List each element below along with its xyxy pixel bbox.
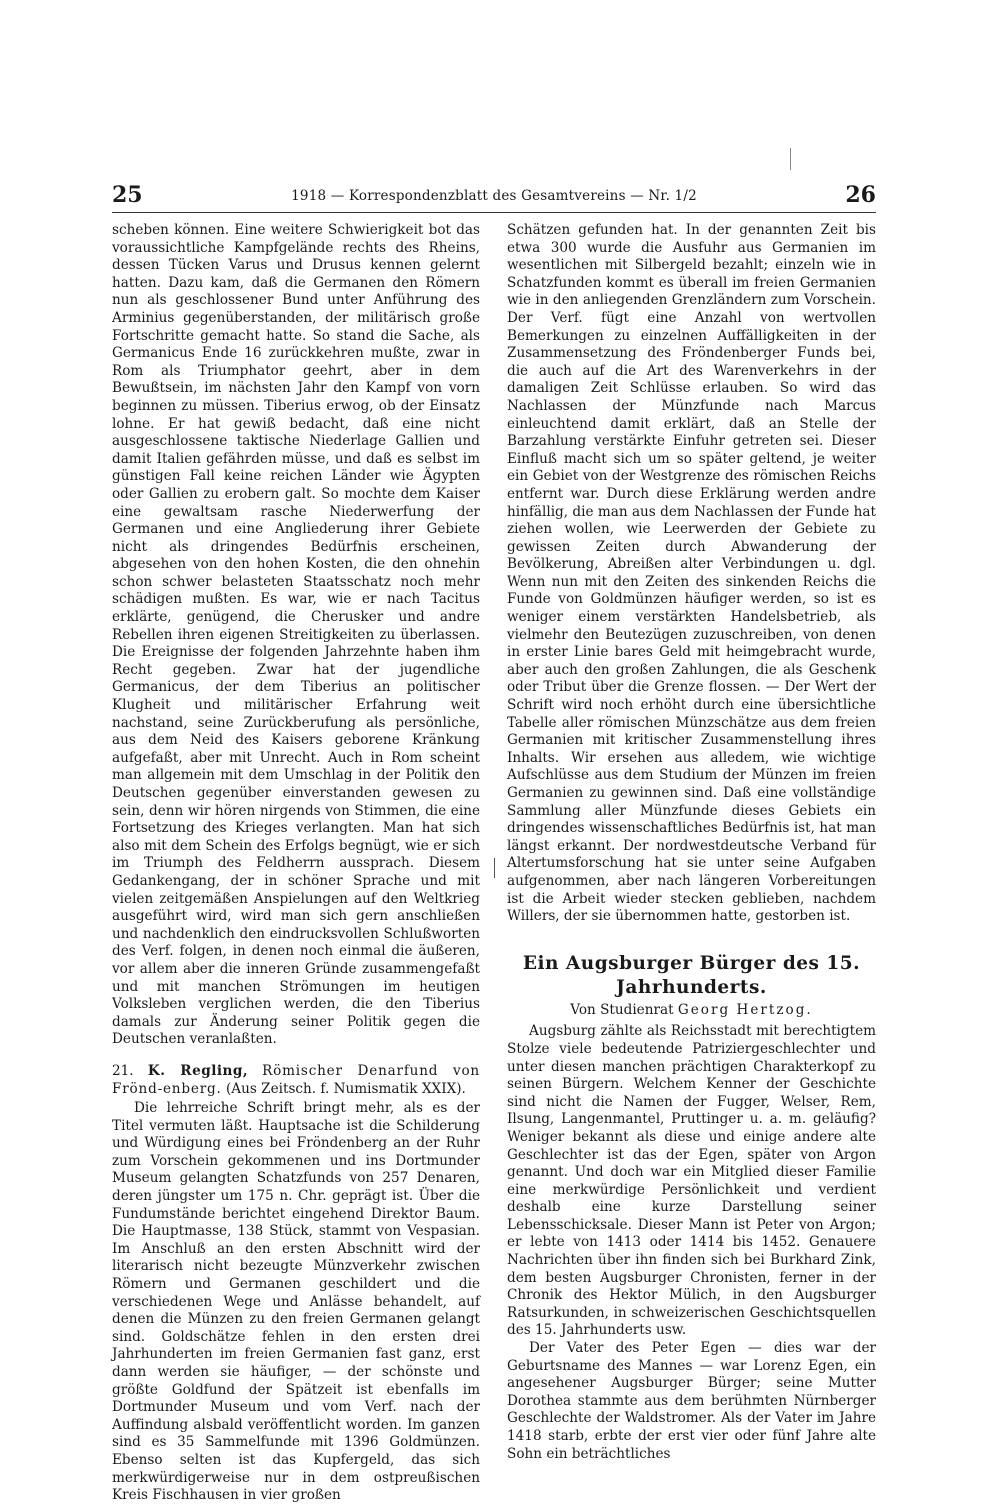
left-paragraph-1: scheben können. Eine weitere Schwierigkeit bot das voraussichtliche Kampfgelände rechts des Rheins, dessen Tücken Varus und Drusus kennen gelernt hatten. Dazu kam, daß die Germanen den Römern nun als geschlossener Bund unter Anführung des Arminius gegenüberstanden, der militärisch große Fortschritte gemacht hatte. So stand die Sache, als Germanicus Ende 16 zurückkehren mußte, zwar in Rom als Triumphator geehrt, aber in dem Bewußtsein, im nächsten Jahr den Kampf von vorn beginnen zu müssen. Tiberius erwog, ob der Einsatz lohne. Er hat gewiß bedacht, daß eine nicht ausgeschlossene taktische Niederlage Gallien und damit Italien gefährden müsse, und daß es selbst im günstigen Fall keine reichen Länder wie Ägypten oder Gallien zu erobern galt. So mochte dem Kaiser eine gewaltsam rasche Niederwerfung der Germanen und eine Angliederung ihrer Gebiete nicht als dringendes Bedürfnis erscheinen, abgesehen von den hohen Kosten, die den ohnehin schon schwer belasteten Staatsschatz noch mehr schädigen mußten. Es war, wie er nach Tacitus erklärte, genügend, die Cherusker und andre Rebellen ihren eigenen Streitigkeiten zu überlassen. Die Ereignisse der folgenden Jahrzehnte haben ihm Recht gegeben. Zwar hat der jugendliche Germanicus, der dem Tiberius an politischer Klugheit und militärischer Erfahrung weit nachstand, seine Zurückberufung als persönliche, aus dem Neid des Kaisers geborene Kränkung aufgefaßt, aber mit Unrecht. Auch in Rom scheint man allgemein mit dem Umschlag in der Politik den Deutschen gegenüber einverstanden gewesen zu sein, denn wir hören nirgends von Stimmen, die eine Fortsetzung des Krieges verlangten. Man hat sich also mit dem Schein des Erfolgs begnügt, wie er sich im Triumph des Feldherrn aussprach. Diesem Gedankengang, der in schöner Sprache und mit vielen zeitgemäßen Anspielungen auf den Weltkrieg ausgeführt wird, wird man sich gern anschließen und nachdenklich den eindrucksvollen Schlußworten des Verf. folgen, in denen noch einmal die äußeren, vor allem aber die inneren Gründe zusammengefaßt und mit manchen Strömungen im heutigen Volksleben verglichen werden, die den Tiberius damals zur Änderung seiner Politik gegen die Deutschen veranlaßten. bbox=[112, 222, 480, 1048]
right-paragraph-3: Der Vater des Peter Egen — dies war der Geburtsname des Mannes — war Lorenz Egen, ein angesehener Augsburger Bürger; seine Mutter Dorothea stammte aus dem berühmten Nürnberger Geschlechte der Waldstromer. Als der Vater im Jahre 1418 starb, erbte der erst vier oder fünf Jahre alte Sohn ein beträchtliches bbox=[507, 1340, 876, 1462]
entry-number: 21. bbox=[112, 1062, 134, 1079]
entry-title: Römischer Denarfund von Frönd-enberg. bbox=[112, 1062, 480, 1097]
margin-mark-top bbox=[790, 148, 791, 170]
right-paragraph-2: Augsburg zählte als Reichsstadt mit berechtigtem Stolze viele bedeutende Patriziergeschlechter und unter diesen manchen prächtigen Charakterkopf zu seinen Bürgern. Welchem Kenner der Geschichte sind nicht die Namen der Fugger, Welser, Rem, Ilsung, Langenmantel, Pruttinger u. a. m. geläufig? Weniger bekannt als diese und einige andere alte Geschlechter ist das der Egen, später von Argon genannt. Und doch war ein Mitglied dieser Familie eine merkwürdige Persönlichkeit und verdient deshalb eine kurze Darstellung seiner Lebensschicksale. Dieser Mann ist Peter von Argon; er lebte von 1413 oder 1414 bis 1452. Genauere Nachrichten über ihn finden sich bei Burkhard Zink, dem besten Augsburger Chronisten, ferner in der Chronik des Hektor Mülich, in den Augsburger Ratsurkunden, in schweizerischen Geschichtsquellen des 15. Jahrhunderts usw. bbox=[507, 1023, 876, 1339]
page-header bbox=[112, 183, 876, 207]
entry-author: K. Regling, bbox=[147, 1062, 249, 1079]
bibliography-entry bbox=[112, 1063, 480, 1098]
entry-source: (Aus Zeitsch. f. Numismatik XXIX). bbox=[225, 1080, 466, 1097]
article-title: Ein Augsburger Bürger des 15. Jahrhunderts. bbox=[522, 952, 861, 998]
right-paragraph-1: Schätzen gefunden hat. In der genannten Zeit bis etwa 300 wurde die Ausfuhr aus Germanien im wesentlichen mit Silbergeld bezahlt; einzeln wie in Schatzfunden kommt es überall im freien Germanien wie in den anliegenden Grenzländern zum Vorschein. Der Verf. fügt eine Anzahl von wertvollen Bemerkungen zu einzelnen Auffälligkeiten in der Zusammensetzung des Fröndenberger Funds bei, die auch auf die Art des Warenverkehrs in der damaligen Zeit Schlüsse erlauben. So wird das Nachlassen der Münzfunde nach Marcus einleuchtend damit erklärt, daß an Stelle der Barzahlung verstärkte Einfuhr getreten sei. Dieser Einfluß macht sich um so später geltend, je weiter ein Gebiet von der Westgrenze des römischen Reichs entfernt war. Durch diese Erklärung werden andre hinfällig, die man aus dem Nachlassen der Funde hat ziehen wollen, wie Leerwerden der Gebiete zu gewissen Zeiten durch Abwanderung der Bevölkerung, Abreißen alter Verbindungen u. dgl. Wenn nun mit den Zeiten des sinkenden Reichs die Funde von Goldmünzen häufiger werden, so ist es weniger einem verstärkten Handelsbetrieb, als vielmehr den Beutezügen zuzuschreiben, von denen in erster Linie bares Geld mit heimgebracht wurde, aber auch den großen Zahlungen, die als Geschenk oder Tribut über die Grenze flossen. — Der Wert der Schrift wird noch erhöht durch eine übersichtliche Tabelle aller römischen Münzschätze aus dem freien Germanien mit kritischer Zusammenstellung ihres Inhalts. Wir ersehen aus alledem, wie wichtige Aufschlüsse aus dem Studium der Münzen im freien Germanien zu gewinnen sind. Daß eine vollständige Sammlung aller Münzfunde dieses Gebiets ein dringendes wissenschaftliches Bedürfnis ist, hat man längst erkannt. Der nordwestdeutsche Verband für Altertumsforschung hat sie unter seine Aufgaben aufgenommen, aber nach längeren Vorbereitungen ist die Arbeit wieder stecken geblieben, nachdem Willers, der sie übernommen hatte, gestorben ist. bbox=[507, 222, 876, 925]
right-column bbox=[507, 222, 876, 1463]
byline-prefix: Von Studienrat bbox=[570, 1001, 674, 1018]
page-number-left: 25 bbox=[112, 182, 143, 208]
page-number-right: 26 bbox=[845, 182, 876, 208]
byline-author: Georg Hertzog. bbox=[677, 1001, 813, 1018]
running-title: 1918 — Korrespondenzblatt des Gesamtvereins — Nr. 1/2 bbox=[291, 188, 697, 204]
header-rule bbox=[112, 212, 876, 213]
left-paragraph-2: Die lehrreiche Schrift bringt mehr, als es der Titel vermuten läßt. Hauptsache ist die Schilderung und Würdigung eines bei Fröndenberg an der Ruhr zum Vorschein gekommenen und ins Dortmunder Museum gelangten Schatzfunds von 257 Denaren, deren jüngster um 175 n. Chr. geprägt ist. Über die Fundumstände berichtet eingehend Direktor Baum. Die Hauptmasse, 138 Stück, stammt von Vespasian. Im Anschluß an den ersten Abschnitt wird der literarisch nicht bezeugte Münzverkehr zwischen Römern und Germanen geschildert und die verschiedenen Wege und Anlässe behandelt, auf denen die Münzen zu den freien Germanen gelangt sind. Goldschätze fehlen in den ersten drei Jahrhunderten im freien Germanien fast ganz, erst dann werden sie häufiger, — der schönste und größte Goldfund der Spätzeit ist ebenfalls im Dortmunder Museum und vom Verf. nach der Auffindung alsbald veröffentlicht worden. Im ganzen sind es 35 Sammelfunde mit 1396 Goldmünzen. Ebenso selten ist das Kupfergeld, das sich merkwürdigerweise nur in dem ostpreußischen Kreis Fischhausen in vier großen bbox=[112, 1100, 480, 1504]
margin-mark-middle bbox=[494, 858, 495, 878]
left-column bbox=[112, 222, 480, 1505]
article-byline bbox=[507, 1002, 876, 1020]
